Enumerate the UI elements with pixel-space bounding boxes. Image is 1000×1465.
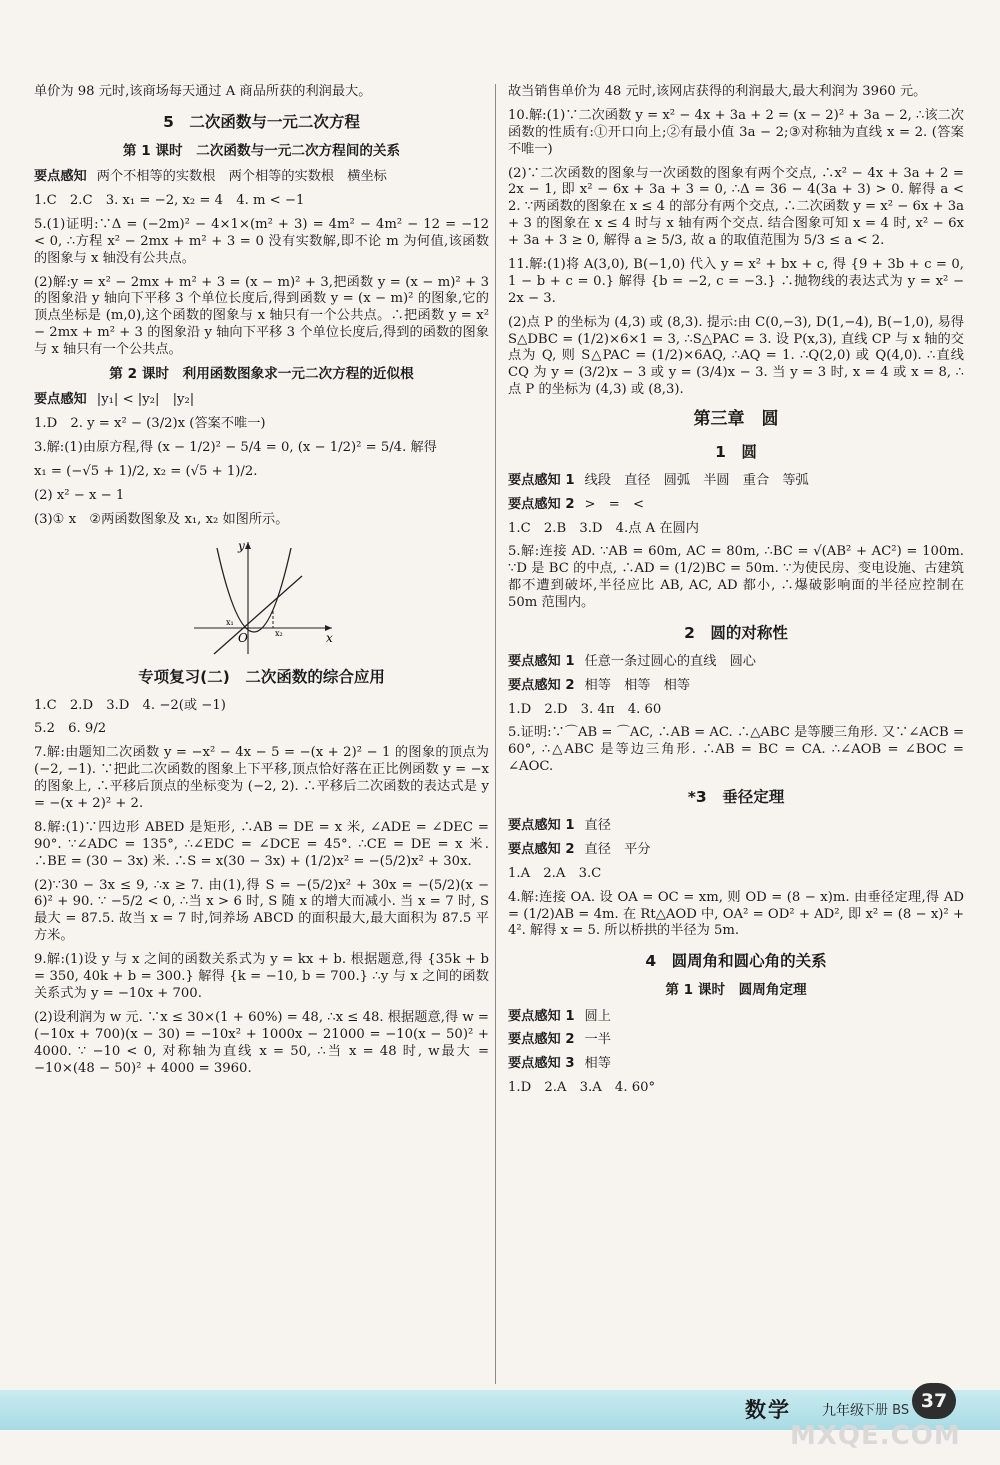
footer-subject: 数学 — [745, 1398, 791, 1422]
short-answers: 1.D 2.D 3. 4π 4. 60 — [508, 701, 662, 717]
key-points-label: 要点感知 2 — [508, 841, 575, 857]
watermark: MXQE.COM — [790, 1421, 961, 1451]
x2-label: x₂ — [275, 628, 283, 638]
section-title: 专项复习(二) 二次函数的综合应用 — [138, 667, 385, 686]
section-title: 5 二次函数与一元二次方程 — [163, 112, 360, 131]
key-points-text: 圆上 — [584, 1008, 611, 1024]
question-11-part-1: 11.解:(1)将 A(3,0), B(−1,0) 代入 y = x² + bx + c, 得 {9 + 3b + c = 0, 1 − b + c = 0.} 解得 {b = −2, c = −3.} ∴抛物线的表达式为 y = x² − 2x − 3. — [508, 257, 964, 306]
continued-answer: 单价为 98 元时,该商场每天通过 A 商品所获的利润最大。 — [34, 84, 372, 99]
key-points-row — [508, 1032, 964, 1049]
key-points-text: 相等 — [584, 1056, 611, 1072]
origin-label: O — [238, 630, 248, 645]
short-answers: 1.C 2.D 3.D 4. −2(或 −1) — [34, 697, 226, 713]
left-column — [34, 84, 489, 1084]
key-points-row — [508, 1056, 964, 1073]
key-points-label: 要点感知 2 — [508, 1032, 575, 1048]
key-points-row — [508, 678, 964, 695]
key-points-text: 两个不相等的实数根 两个相等的实数根 横坐标 — [96, 169, 387, 185]
short-answers: 5.2 6. 9/2 — [34, 721, 107, 737]
key-points-label: 要点感知 1 — [508, 653, 575, 669]
key-points-text: 相等 相等 相等 — [584, 677, 691, 693]
question-5-part-2: (2)解:y = x² − 2mx + m² + 3 = (x − m)² + 3,把函数 y = (x − m)² + 3 的图象沿 y 轴向下平移 3 个单位长度后,得到函数 y = (x − m)² 的图象,它的顶点坐标是 (m,0),这个函数的图象与 x 轴只有一个公共点。∴把函数 y = x² − 2mx + m² + 3 的图象沿 y 轴向下平移 3 个单位长度后,得到的函数的图象与 x 轴只有一个公共点。 — [34, 274, 489, 358]
question-10-part-1: 10.解:(1)∵二次函数 y = x² − 4x + 3a + 2 = (x − 2)² + 3a − 2, ∴该二次函数的性质有:①开口向上;②有最小值 3a − 2;③对称轴为直线 x = 2. (答案不唯一) — [508, 107, 964, 157]
short-answers: 1.C 2.B 3.D 4.点 A 在圆内 — [508, 520, 699, 536]
x-axis-label: x — [326, 630, 333, 645]
parabola-line-figure — [184, 536, 344, 656]
question-5: 5.证明:∵⌒AB = ⌒AC, ∴AB = AC. ∴△ABC 是等腰三角形. 又∵∠ACB = 60°, ∴△ABC 是等边三角形. ∴AB = BC = CA. ∴∠AOB = ∠BOC = ∠AOC. — [508, 725, 964, 775]
question-5: 5.解:连接 AD. ∵AB = 60m, AC = 80m, ∴BC = √(AB² + AC²) = 100m. ∵D 是 BC 的中点, ∴AD = (1/2)BC = 50m. ∵为使民房、变电设施、古建筑都不遭到破坏,半径应比 AB, AC, AD 都小, ∴爆破影响面的半径应控制在 50m 范围内。 — [508, 544, 964, 611]
question-5-part-1: 5.(1)证明:∵Δ = (−2m)² − 4×1×(m² + 3) = 4m² − 4m² − 12 = −12 < 0, ∴方程 x² − 2mx + m² + 3 = 0 没有实数解,即不论 m 为何值,该函数的图象与 x 轴没有公共点。 — [34, 216, 489, 266]
lesson-title: 第 1 课时 圆周角定理 — [665, 982, 807, 999]
question-3-part-2: (2) x² − x − 1 — [34, 487, 125, 503]
short-answers: 1.A 2.A 3.C — [508, 865, 602, 881]
footer-grade: 九年级 — [822, 1403, 864, 1419]
key-points-row — [508, 497, 964, 514]
question-9-part-1: 9.解:(1)设 y 与 x 之间的函数关系式为 y = kx + b. 根据题意,得 {35k + b = 350, 40k + b = 300.} 解得 {k = −10, b = 700.} ∴y 与 x 之间的函数关系式为 y = −10x + 700. — [34, 952, 489, 1001]
continued-answer: 故当销售单价为 48 元时,该网店获得的利润最大,最大利润为 3960 元。 — [508, 84, 927, 99]
lesson-title: 第 2 课时 利用函数图象求一元二次方程的近似根 — [109, 366, 414, 383]
question-8-part-2: (2)∵30 − 3x ≤ 9, ∴x ≥ 7. 由(1),得 S = −(5/2)x² + 30x = −(5/2)(x − 6)² + 90. ∵ −5/2 < 0, ∴当 x > 6 时, S 随 x 的增大而减小. 当 x = 7 时, S最大 = 87.5. 故当 x = 7 时,饲养场 ABCD 的面积最大,最大面积为 87.5 平方米。 — [34, 877, 489, 944]
footer-volume: 下册 BS — [862, 1403, 910, 1418]
key-points-row — [508, 818, 964, 835]
key-points-row — [508, 473, 964, 490]
question-11-part-2: (2)点 P 的坐标为 (4,3) 或 (8,3). 提示:由 C(0,−3), D(1,−4), B(−1,0), 易得 S△DBC = (1/2)×6×1 = 3, ∴S△PAC = 3. 设 P(x,3), 直线 CP 与 x 轴的交点为 Q, 则 S△PAC = (1/2)×6AQ, ∴AQ = 1. ∴Q(2,0) 或 Q(4,0). ∴直线 CQ 为 y = (3/2)x − 3 或 y = (3/4)x − 3. 当 y = 3 时, x = 4 或 x = 8, ∴点 P 的坐标为 (4,3) 或 (8,3). — [508, 314, 964, 398]
key-points-row — [508, 1009, 964, 1026]
question-7: 7.解:由题知二次函数 y = −x² − 4x − 5 = −(x + 2)² − 1 的图象的顶点为 (−2, −1). ∵把此二次函数的图象上下平移,顶点恰好落在正比例函数 y = −x 的图象上, ∴平移后顶点的坐标变为 (−2, 2). ∴平移后二次函数的表达式是 y = −(x + 2)² + 2. — [34, 745, 489, 812]
question-3-roots: x₁ = (−√5 + 1)/2, x₂ = (√5 + 1)/2. — [34, 464, 258, 480]
question-8-part-1: 8.解:(1)∵四边形 ABED 是矩形, ∴AB = DE = x 米, ∠ADE = ∠DEC = 90°. ∵∠ADC = 135°, ∴∠EDC = ∠DCE = 45°. ∴CE = DE = x 米. ∴BE = (30 − 3x) 米. ∴S = x(30 − 3x) + (1/2)x² = −(5/2)x² + 30x. — [34, 819, 489, 869]
page-number: 37 — [912, 1383, 956, 1419]
short-answers: 1.C 2.C 3. x₁ = −2, x₂ = 4 4. m < −1 — [34, 193, 305, 208]
key-points-row — [508, 842, 964, 859]
question-3-part-1: 3.解:(1)由原方程,得 (x − 1/2)² − 5/4 = 0, (x − 1/2)² = 5/4. 解得 — [34, 440, 437, 456]
key-points-label: 要点感知 1 — [508, 817, 575, 833]
question-3-part-3: (3)① x ②两函数图象及 x₁, x₂ 如图所示。 — [34, 511, 289, 527]
question-9-part-2: (2)设利润为 w 元. ∵x ≤ 30×(1 + 60%) = 48, ∴x ≤ 48. 根据题意,得 w = (−10x + 700)(x − 30) = −10x² + 1000x − 21000 = −10(x − 50)² + 4000. ∵ −10 < 0, 对称轴为直线 x = 50, ∴当 x = 48 时, w最大 = −10×(48 − 50)² + 4000 = 3960. — [34, 1009, 489, 1076]
key-points-text: |y₁| < |y₂| |y₂| — [96, 392, 195, 408]
section-title: 2 圆的对称性 — [684, 623, 788, 642]
y-axis-arrow-icon — [245, 542, 251, 549]
short-answers: 1.D 2. y = x² − (3/2)x (答案不唯一) — [34, 416, 266, 432]
section-title: *3 垂径定理 — [687, 788, 785, 807]
chapter-title: 第三章 圆 — [693, 409, 779, 430]
question-4: 4.解:连接 OA. 设 OA = OC = xm, 则 OD = (8 − x)m. 由垂径定理,得 AD = (1/2)AB = 4m. 在 Rt△AOD 中, OA² = OD² + AD², 即 x² = (8 − x)² + 4². 解得 x = 5. 所以桥拱的半径为 5m. — [508, 889, 964, 939]
key-points-text: 线段 直径 圆弧 半圆 重合 等弧 — [584, 472, 809, 488]
key-points-row — [34, 392, 489, 409]
right-column — [508, 84, 964, 1104]
key-points-text: 直径 平分 — [584, 841, 651, 857]
key-points-label: 要点感知 3 — [508, 1056, 575, 1072]
key-points-label: 要点感知 2 — [508, 496, 575, 512]
key-points-row — [508, 654, 964, 671]
key-points-text: 一半 — [584, 1032, 611, 1048]
short-answers: 1.D 2.A 3.A 4. 60° — [508, 1080, 656, 1096]
key-points-label: 要点感知 1 — [508, 1008, 575, 1024]
key-points-label: 要点感知 — [34, 392, 87, 408]
y-axis-label: y — [238, 538, 245, 553]
section-title: 1 圆 — [715, 442, 757, 461]
key-points-text: > = < — [584, 496, 645, 512]
column-divider — [495, 84, 496, 1384]
question-10-part-2: (2)∵二次函数的图象与一次函数的图象有两个交点, ∴x² − 4x + 3a + 2 = 2x − 1, 即 x² − 6x + 3a + 3 = 0, ∴Δ = 36 − 4(3a + 3) > 0. 解得 a < 2. ∵两函数的图象在 x ≤ 4 的部分有两个交点, ∴二次函数 y = x² − 6x + 3a + 3 的图象在 x ≤ 4 时与 x 轴有两个交点. 结合图象可知 x = 4 时, x² − 6x + 3a + 3 ≥ 0, 解得 a ≥ 5/3, 故 a 的取值范围为 5/3 ≤ a < 2. — [508, 165, 964, 249]
section-title: 4 圆周角和圆心角的关系 — [645, 952, 827, 971]
key-points-row — [34, 169, 489, 186]
x1-label: x₁ — [226, 617, 234, 627]
key-points-text: 直径 — [584, 817, 611, 833]
lesson-title: 第 1 课时 二次函数与一元二次方程间的关系 — [122, 142, 401, 159]
key-points-text: 任意一条过圆心的直线 圆心 — [584, 653, 756, 669]
key-points-label: 要点感知 2 — [508, 677, 575, 693]
key-points-label: 要点感知 — [34, 169, 87, 185]
key-points-label: 要点感知 1 — [508, 472, 575, 488]
